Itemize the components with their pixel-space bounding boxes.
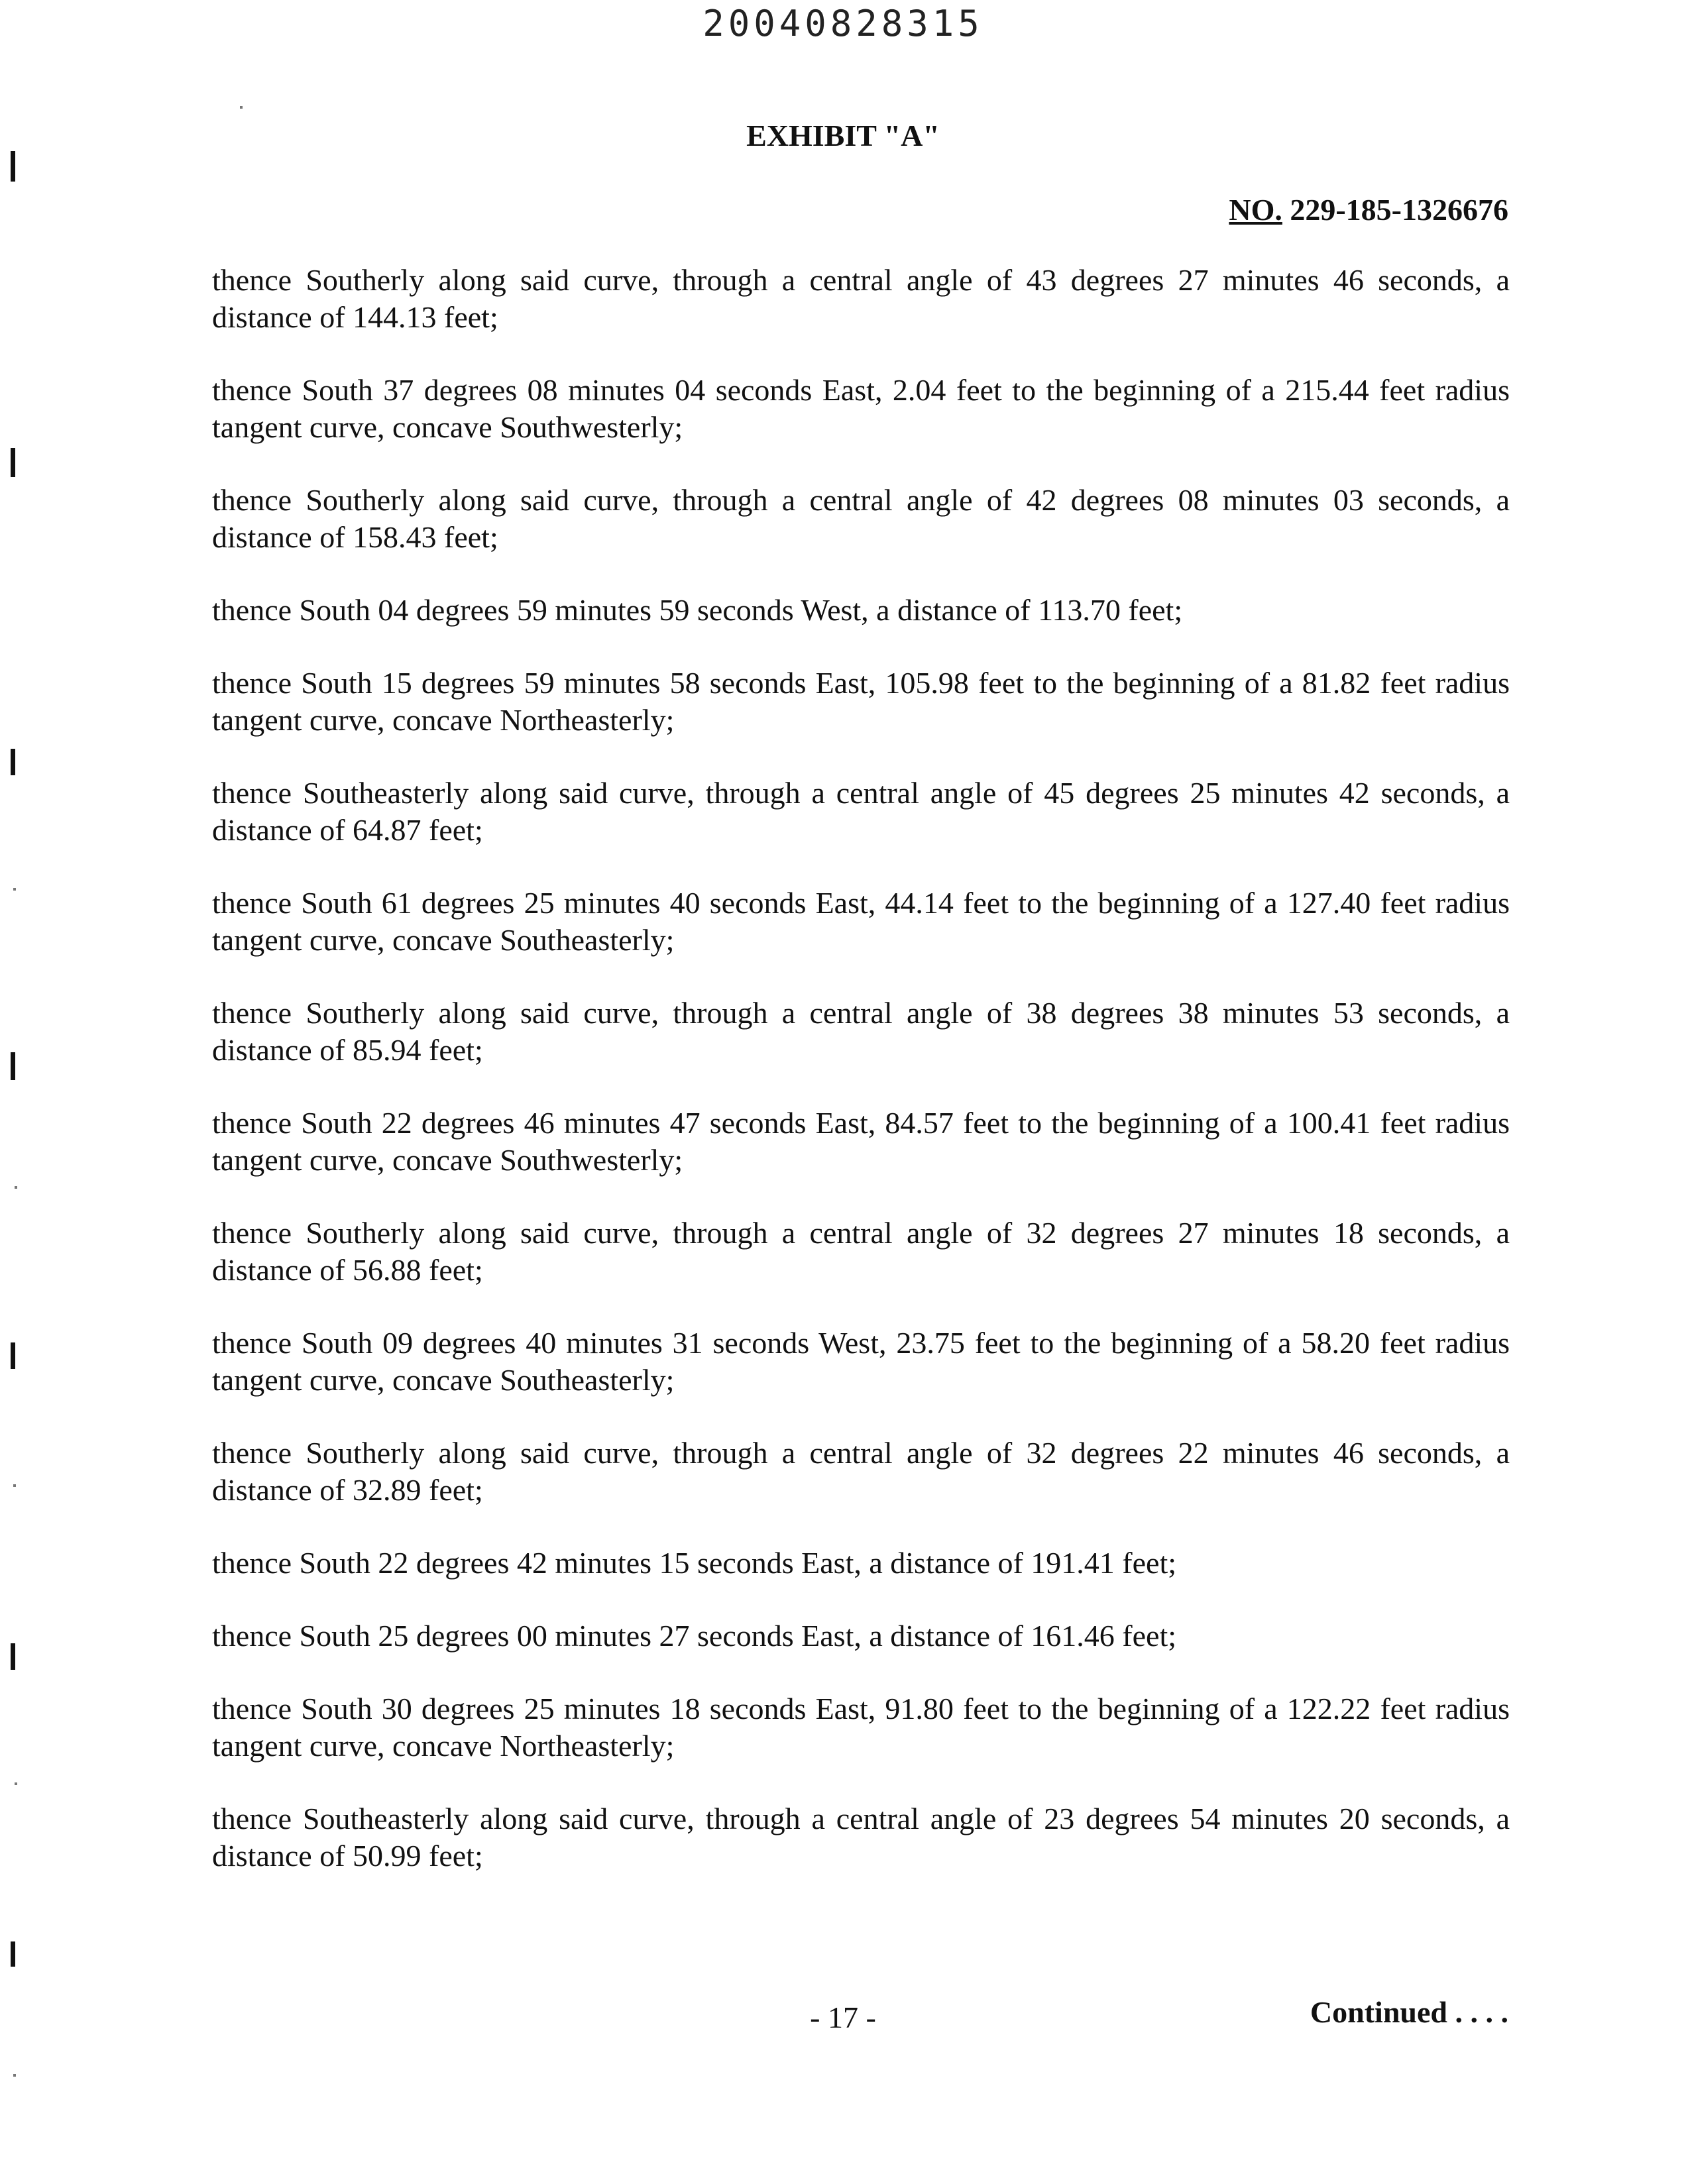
scan-artifact (11, 749, 15, 775)
scan-artifact (11, 1643, 15, 1670)
paragraph: thence Southeasterly along said curve, through a central angle of 45 degrees 25 minutes 42 seconds, a distance of 64.87 feet; (212, 776, 1510, 847)
reference-value: 229-185-1326676 (1290, 193, 1508, 227)
paragraph: thence Southeasterly along said curve, through a central angle of 23 degrees 54 minutes 20 seconds, a distance of 50.99 feet; (212, 1802, 1510, 1873)
reference-prefix: NO. (1229, 193, 1282, 227)
scan-artifact (13, 2074, 16, 2077)
scan-artifact (11, 1342, 15, 1369)
scan-artifact (11, 448, 15, 477)
exhibit-title: EXHIBIT "A" (746, 119, 940, 152)
scan-artifact (11, 1052, 15, 1080)
paragraph: thence South 37 degrees 08 minutes 04 seconds East, 2.04 feet to the beginning of a 215.44 feet radius tangent curve, concave Southwesterly; (212, 373, 1510, 444)
paragraph: thence Southerly along said curve, through a central angle of 32 degrees 22 minutes 46 seconds, a distance of 32.89 feet; (212, 1436, 1510, 1507)
reference-number (1229, 192, 1508, 227)
scan-artifact (13, 1484, 16, 1487)
paragraph: thence Southerly along said curve, through a central angle of 38 degrees 38 minutes 53 seconds, a distance of 85.94 feet; (212, 996, 1510, 1067)
scan-artifact (13, 888, 16, 891)
scan-artifact (11, 1941, 15, 1967)
scan-artifact (240, 106, 243, 109)
paragraph: thence South 22 degrees 46 minutes 47 seconds East, 84.57 feet to the beginning of a 100.41 feet radius tangent curve, concave Southwesterly; (212, 1106, 1510, 1177)
paragraph: thence Southerly along said curve, through a central angle of 42 degrees 08 minutes 03 seconds, a distance of 158.43 feet; (212, 483, 1510, 554)
paragraph: thence South 04 degrees 59 minutes 59 seconds West, a distance of 113.70 feet; (212, 593, 1183, 627)
paragraph: thence South 22 degrees 42 minutes 15 seconds East, a distance of 191.41 feet; (212, 1546, 1177, 1580)
paragraph: thence South 09 degrees 40 minutes 31 seconds West, 23.75 feet to the beginning of a 58.20 feet radius tangent curve, concave Southeasterly; (212, 1326, 1510, 1397)
continued-label: Continued . . . . (1310, 1995, 1508, 2029)
paragraph: thence South 25 degrees 00 minutes 27 seconds East, a distance of 161.46 feet; (212, 1619, 1177, 1653)
paragraph: thence South 61 degrees 25 minutes 40 seconds East, 44.14 feet to the beginning of a 127.40 feet radius tangent curve, concave Southeasterly; (212, 886, 1510, 957)
paragraph: thence Southerly along said curve, through a central angle of 32 degrees 27 minutes 18 seconds, a distance of 56.88 feet; (212, 1216, 1510, 1287)
page-number: - 17 - (810, 2000, 876, 2034)
scan-artifact (11, 151, 15, 182)
paragraph: thence Southerly along said curve, through a central angle of 43 degrees 27 minutes 46 seconds, a distance of 144.13 feet; (212, 263, 1510, 334)
legal-description-body (212, 262, 1510, 1910)
document-number: 20040828315 (702, 3, 984, 44)
paragraph: thence South 15 degrees 59 minutes 58 seconds East, 105.98 feet to the beginning of a 81.82 feet radius tangent curve, concave Northeasterly; (212, 666, 1510, 737)
scan-artifact (15, 1186, 17, 1189)
paragraph: thence South 30 degrees 25 minutes 18 seconds East, 91.80 feet to the beginning of a 122.22 feet radius tangent curve, concave Northeasterly; (212, 1692, 1510, 1763)
scan-artifact (15, 1782, 17, 1785)
